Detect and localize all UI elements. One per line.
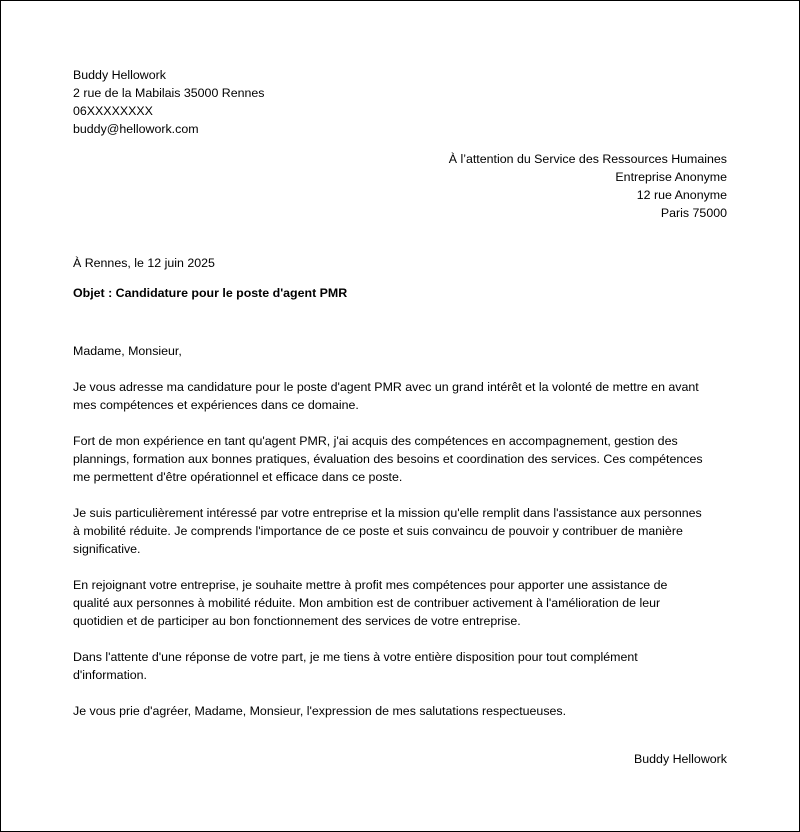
paragraph-line: Je vous prie d'agréer, Madame, Monsieur, l'expression de mes salutations respectueuses. (73, 704, 567, 718)
closing-paragraph (73, 702, 729, 720)
sender-address: 2 rue de la Mabilais 35000 Rennes (73, 86, 265, 100)
recipient-attention: À l’attention du Service des Ressources Humaines (448, 152, 727, 166)
letter-salutation: Madame, Monsieur, (73, 344, 182, 358)
body-paragraph (73, 648, 729, 684)
letter-body (73, 342, 729, 738)
sender-block (73, 66, 473, 138)
letter-subject: Objet : Candidature pour le poste d'agent PMR (73, 286, 348, 300)
body-paragraph (73, 504, 729, 558)
paragraph-line: En rejoignant votre entreprise, je souhaite mettre à profit mes compétences pour apporter une assistance de (73, 578, 668, 592)
sender-name: Buddy Hellowork (73, 68, 166, 82)
letter-signature: Buddy Hellowork (634, 752, 727, 766)
paragraph-line: mes compétences et expériences dans ce domaine. (73, 398, 359, 412)
paragraph-line: plannings, formation aux bonnes pratiques, évaluation des besoins et coordination des services. Ces compétences (73, 452, 703, 466)
body-paragraph (73, 378, 729, 414)
paragraph-line: qualité aux personnes à mobilité réduite. Mon ambition est de contribuer activement à l'amélioration de leur (73, 596, 661, 610)
paragraph-line: quotidien et de participer au bon fonctionnement des services de votre entreprise. (73, 614, 521, 628)
recipient-block (327, 150, 727, 222)
paragraph-line: Fort de mon expérience en tant qu'agent PMR, j'ai acquis des compétences en accompagnement, gestion des (73, 434, 678, 448)
letter-date: À Rennes, le 12 juin 2025 (73, 256, 215, 270)
recipient-city: Paris 75000 (660, 206, 727, 220)
paragraph-line: Dans l'attente d'une réponse de votre part, je me tiens à votre entière disposition pour tout complément (73, 650, 638, 664)
recipient-street: 12 rue Anonyme (636, 188, 727, 202)
paragraph-line: me permettent d'être opérationnel et efficace dans ce poste. (73, 470, 403, 484)
paragraph-line: Je vous adresse ma candidature pour le poste d'agent PMR avec un grand intérêt et la volonté de mettre en avant (73, 380, 699, 394)
paragraph-line: d'information. (73, 668, 147, 682)
paragraph-line: Je suis particulièrement intéressé par votre entreprise et la mission qu'elle remplit dans l'assistance aux personnes (73, 506, 702, 520)
body-paragraph (73, 432, 729, 486)
body-paragraph (73, 576, 729, 630)
paragraph-line: à mobilité réduite. Je comprends l'importance de ce poste et suis convaincu de pouvoir y contribuer de manière (73, 524, 683, 538)
paragraph-line: significative. (73, 542, 141, 556)
sender-phone: 06XXXXXXXX (73, 104, 153, 118)
recipient-company: Entreprise Anonyme (615, 170, 727, 184)
sender-email: buddy@hellowork.com (73, 122, 199, 136)
